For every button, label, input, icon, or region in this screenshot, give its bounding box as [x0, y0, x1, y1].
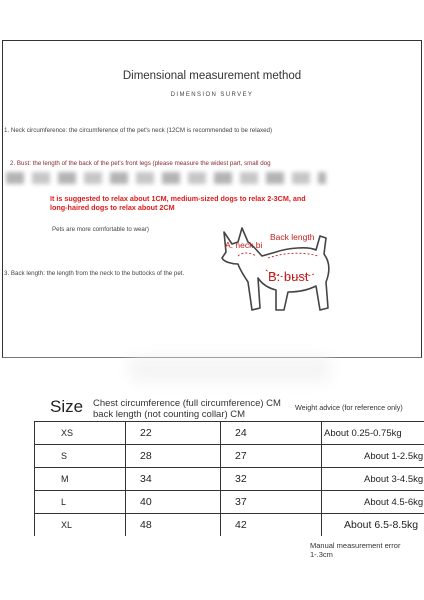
- weight-header: Weight advice (for reference only): [295, 403, 403, 412]
- chest-cell: 40: [126, 491, 221, 514]
- table-row: [35, 491, 424, 514]
- table-row: [35, 422, 424, 445]
- size-cell: L: [35, 491, 126, 514]
- back-cell: 42: [221, 514, 322, 537]
- back-length-label: Back length: [270, 232, 315, 242]
- size-table: [34, 421, 424, 536]
- weight-value: About 0.25-0.75kg: [324, 427, 402, 439]
- back-header: back length (not counting collar) CM: [93, 409, 246, 420]
- table-row: [35, 445, 424, 468]
- weight-value: About 1-2.5kg: [364, 450, 424, 462]
- weight-cell: [322, 445, 424, 468]
- back-cell: 27: [221, 445, 322, 468]
- dog-silhouette-icon: [210, 212, 340, 324]
- back-cell: 32: [221, 468, 322, 491]
- weight-cell: [322, 514, 424, 537]
- neck-label: A: neck bi: [225, 240, 263, 250]
- blurred-text-strip: [6, 172, 326, 184]
- table-row: [35, 514, 424, 537]
- relax-note: It is suggested to relax about 1CM, medium-sized dogs to relax 2-3CM, and long-haired dogs to relax about 2CM: [50, 194, 306, 212]
- weight-value: About 4.5-6kg: [364, 496, 424, 508]
- chest-cell: 48: [126, 514, 221, 537]
- chest-cell: 22: [126, 422, 221, 445]
- comfort-note: Pets are more comfortable to wear): [52, 226, 149, 233]
- blurred-watermark: [130, 356, 330, 382]
- chest-cell: 34: [126, 468, 221, 491]
- bust-note: 2. Bust: the length of the back of the pet's front legs (please measure the widest part, small dog: [10, 160, 271, 167]
- size-cell: S: [35, 445, 126, 468]
- size-cell: XL: [35, 514, 126, 537]
- table-row: [35, 468, 424, 491]
- weight-cell: [322, 422, 424, 445]
- back-cell: 37: [221, 491, 322, 514]
- chest-cell: 28: [126, 445, 221, 468]
- chest-header: Chest circumference (full circumference) CM: [93, 398, 281, 409]
- size-cell: XS: [35, 422, 126, 445]
- bust-label: B: bust: [268, 269, 309, 284]
- measurement-subtitle: DIMENSION SURVEY: [170, 92, 254, 98]
- back-cell: 24: [221, 422, 322, 445]
- weight-cell: [322, 491, 424, 514]
- weight-value: About 3-4.5kg: [364, 473, 424, 485]
- weight-value: About 6.5-8.5kg: [344, 519, 419, 531]
- measurement-error-note: Manual measurement error 1-.3cm: [310, 541, 401, 559]
- size-header: Size: [50, 397, 84, 416]
- weight-cell: [322, 468, 424, 491]
- size-cell: M: [35, 468, 126, 491]
- measurement-title: Dimensional measurement method: [122, 70, 302, 82]
- back-length-note: 3. Back length: the length from the neck to the buttocks of the pet.: [4, 270, 185, 277]
- neck-note: 1. Neck circumference: the circumference of the pet's neck (12CM is recommended to be relaxed): [4, 127, 273, 134]
